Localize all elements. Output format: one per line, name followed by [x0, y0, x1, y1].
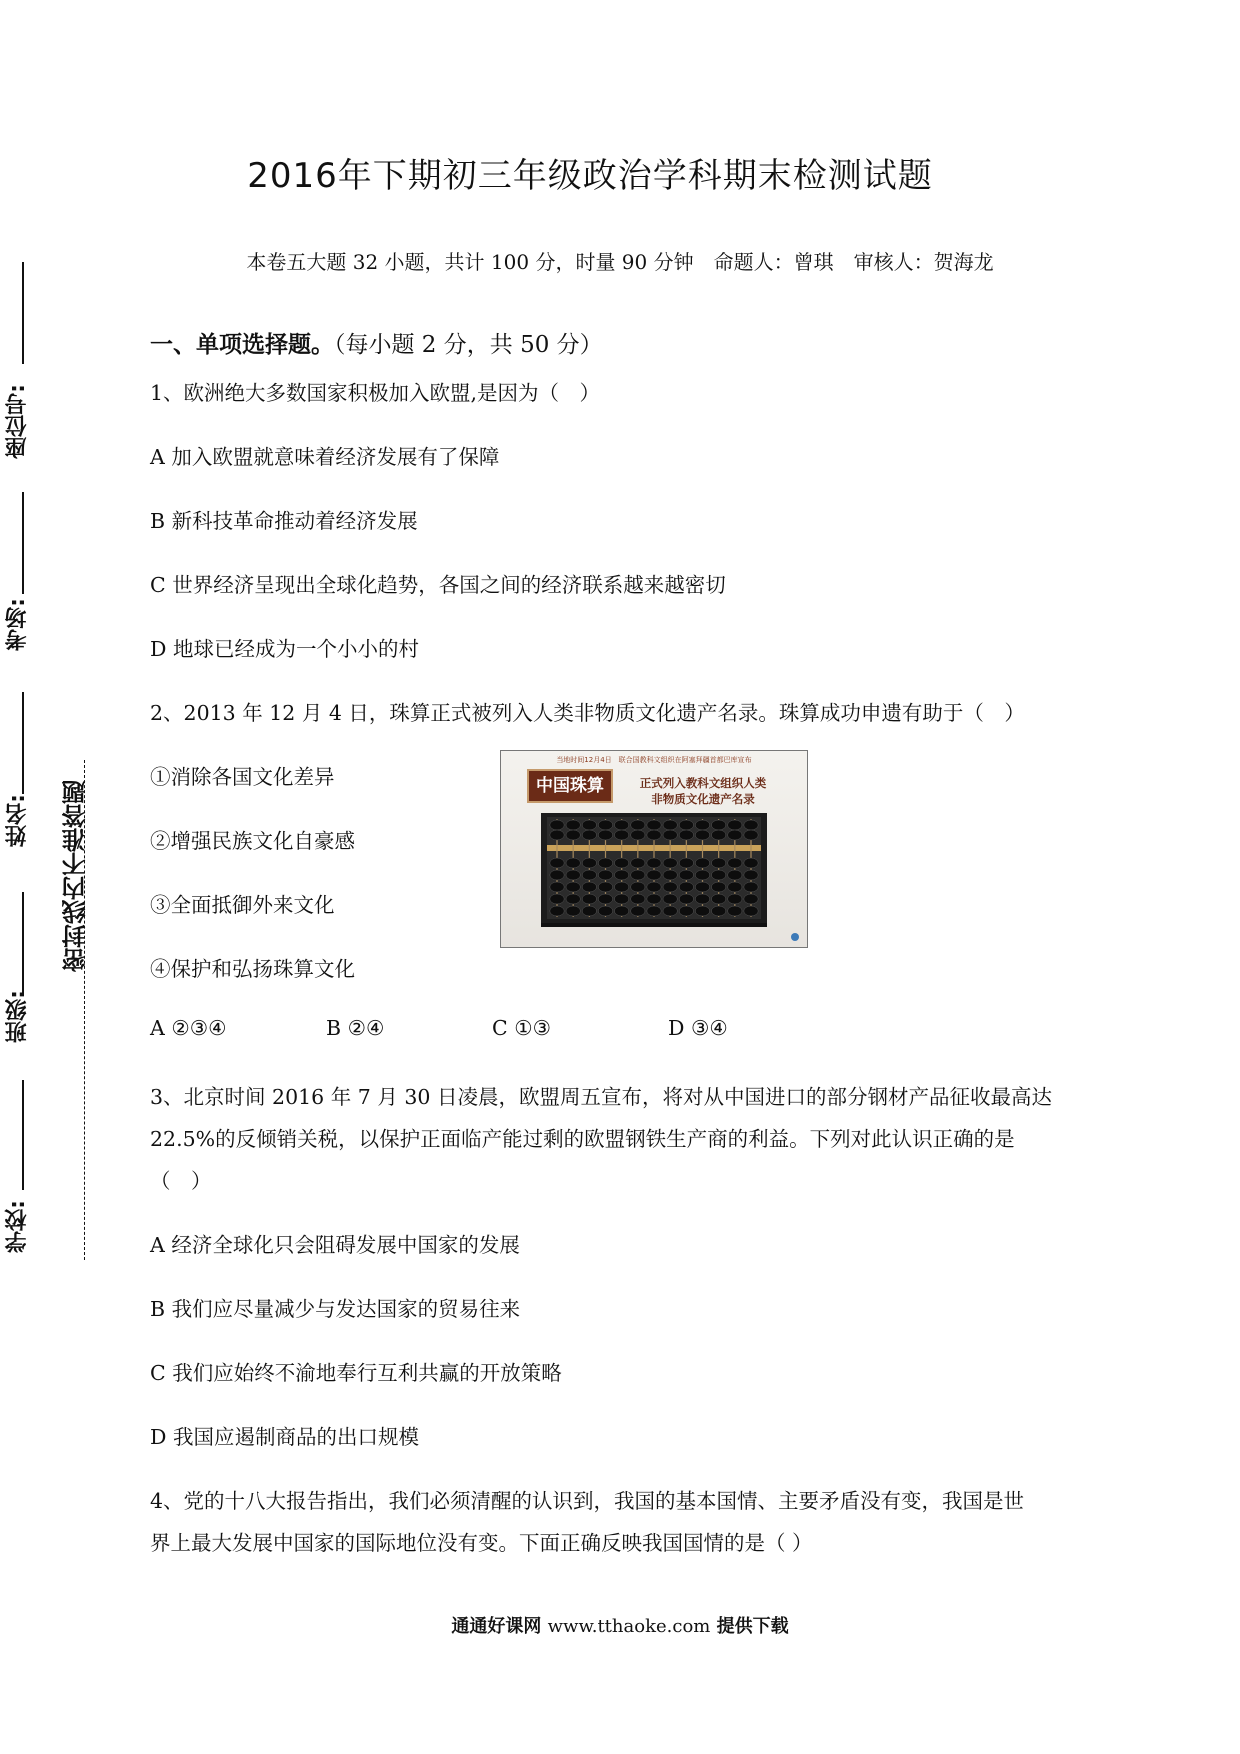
question-2-option-c: C ①③	[492, 1016, 551, 1040]
abacus-bead	[566, 894, 580, 904]
question-1-option-b: B 新科技革命推动着经济发展	[150, 509, 418, 533]
abacus-bead	[728, 830, 742, 840]
question-2-statement-2: ②增强民族文化自豪感	[150, 829, 355, 853]
abacus-bead	[631, 830, 645, 840]
abacus-bead	[631, 894, 645, 904]
abacus-bead	[631, 882, 645, 892]
abacus-bead	[728, 906, 742, 916]
abacus-bead	[582, 830, 596, 840]
footer	[0, 1612, 1240, 1638]
page-title: 2016年下期初三年级政治学科期末检测试题	[247, 156, 933, 196]
abacus-bead	[614, 830, 628, 840]
abacus-bead	[550, 870, 564, 880]
question-2-statement-4: ④保护和弘扬珠算文化	[150, 957, 355, 981]
abacus-bead	[744, 870, 758, 880]
abacus-bead	[614, 906, 628, 916]
abacus-bead	[663, 870, 677, 880]
question-3-stem-line-2: 22.5%的反倾销关税，以保护正面临产能过剩的欧盟钢铁生产商的利益。下列对此认识正确的是	[150, 1127, 1015, 1151]
abacus-bead	[631, 870, 645, 880]
abacus-bead	[566, 820, 580, 830]
abacus-bead	[647, 820, 661, 830]
margin-label-room: 考场:	[5, 598, 30, 651]
abacus-bead	[566, 906, 580, 916]
abacus-bead	[695, 906, 709, 916]
abacus-bead	[614, 882, 628, 892]
abacus-bead	[550, 830, 564, 840]
abacus-bead	[663, 820, 677, 830]
seal-warning: 密封线内不准答题	[62, 780, 90, 972]
question-1-stem: 1、欧洲绝大多数国家积极加入欧盟,是因为（ ）	[150, 381, 601, 405]
margin-line-seat	[22, 262, 24, 364]
abacus-bead	[550, 820, 564, 830]
picture-badge: 中国珠算	[527, 769, 613, 803]
abacus-bead	[679, 882, 693, 892]
abacus-bead	[598, 894, 612, 904]
abacus-bead	[598, 906, 612, 916]
abacus-bead	[647, 870, 661, 880]
abacus-bead	[582, 858, 596, 868]
abacus-bead	[647, 830, 661, 840]
abacus-bead	[614, 820, 628, 830]
question-1-option-c: C 世界经济呈现出全球化趋势，各国之间的经济联系越来越密切	[150, 573, 726, 597]
abacus-bead	[598, 820, 612, 830]
abacus-bead	[711, 894, 725, 904]
abacus-bead	[663, 906, 677, 916]
abacus-bead	[550, 858, 564, 868]
section-title: 一、单项选择题。	[150, 332, 334, 358]
question-2-statement-1: ①消除各国文化差异	[150, 765, 335, 789]
abacus-bead	[744, 820, 758, 830]
abacus-bead	[695, 858, 709, 868]
abacus-bead	[631, 906, 645, 916]
abacus-bead	[582, 906, 596, 916]
abacus-bead	[598, 858, 612, 868]
picture-top-text: 当地时间12月4日 联合国教科文组织在阿塞拜疆首都巴库宣布	[556, 756, 752, 764]
abacus-bead	[728, 820, 742, 830]
abacus-bead	[711, 906, 725, 916]
abacus-bead	[728, 858, 742, 868]
margin-label-class: 班级:	[5, 990, 30, 1043]
margin-line-room	[22, 492, 24, 594]
abacus-bead	[711, 830, 725, 840]
abacus-bead	[744, 882, 758, 892]
abacus-bead	[582, 870, 596, 880]
abacus-bead	[679, 906, 693, 916]
abacus-bead	[663, 858, 677, 868]
abacus-bead	[582, 882, 596, 892]
abacus-bead	[550, 894, 564, 904]
question-3-option-d: D 我国应遏制商品的出口规模	[150, 1425, 419, 1449]
abacus-bead	[582, 820, 596, 830]
abacus-bead	[728, 870, 742, 880]
question-2-options	[150, 1016, 728, 1040]
abacus-bead	[598, 830, 612, 840]
abacus-bead	[679, 820, 693, 830]
abacus-bead	[728, 894, 742, 904]
footer-site-name: 通通好课网	[451, 1616, 542, 1637]
abacus-bead	[566, 882, 580, 892]
abacus-picture	[500, 750, 808, 948]
abacus-bead	[711, 870, 725, 880]
abacus-bead	[582, 894, 596, 904]
abacus-bead	[598, 882, 612, 892]
abacus-illustration	[501, 751, 807, 947]
abacus-bead	[679, 870, 693, 880]
question-3-option-b: B 我们应尽量减少与发达国家的贸易往来	[150, 1297, 521, 1321]
abacus-bead	[744, 894, 758, 904]
abacus-bead	[631, 820, 645, 830]
footer-download-note: 提供下载	[716, 1616, 789, 1637]
abacus-bead	[647, 894, 661, 904]
abacus-bead	[695, 830, 709, 840]
question-3-option-c: C 我们应始终不渝地奉行互利共赢的开放策略	[150, 1361, 562, 1385]
picture-caption-1: 正式列入教科文组织人类	[639, 776, 767, 790]
abacus-bead	[744, 906, 758, 916]
picture-caption-2: 非物质文化遗产名录	[651, 792, 755, 806]
abacus-bead	[744, 830, 758, 840]
abacus-bead	[679, 858, 693, 868]
question-2-statement-3: ③全面抵御外来文化	[150, 893, 335, 917]
section-note: （每小题 2 分，共 50 分）	[334, 332, 603, 358]
abacus-bead	[550, 906, 564, 916]
abacus-bead	[647, 906, 661, 916]
abacus-bead	[711, 820, 725, 830]
margin-label-school: 学校:	[5, 1200, 30, 1253]
abacus-bead	[598, 870, 612, 880]
margin-line-class	[22, 892, 24, 994]
abacus-bead	[614, 858, 628, 868]
abacus-bead	[614, 894, 628, 904]
abacus-bead	[695, 882, 709, 892]
abacus-bead	[695, 870, 709, 880]
abacus-bead	[663, 882, 677, 892]
margin-line-name	[22, 692, 24, 794]
margin-label-name: 姓名:	[5, 794, 30, 847]
abacus-bead	[711, 858, 725, 868]
question-4-stem-line-2: 界上最大发展中国家的国际地位没有变。下面正确反映我国国情的是（ ）	[150, 1531, 813, 1555]
section-heading	[150, 326, 603, 359]
question-2-option-a: A ②③④	[150, 1016, 227, 1040]
abacus-bead	[663, 894, 677, 904]
footer-url[interactable]: www.tthaoke.com	[547, 1616, 711, 1637]
abacus-bead	[647, 858, 661, 868]
abacus-bead	[679, 894, 693, 904]
abacus-bead	[550, 882, 564, 892]
abacus-bead	[711, 882, 725, 892]
margin-label-seat: 座位号:	[5, 384, 30, 459]
abacus-bead	[614, 870, 628, 880]
question-3-stem-line-3: （ ）	[150, 1169, 212, 1193]
question-3-option-a: A 经济全球化只会阻碍发展中国家的发展	[150, 1233, 520, 1257]
question-3-stem-line-1: 3、北京时间 2016 年 7 月 30 日凌晨，欧盟周五宣布，将对从中国进口的部分钢材产品征收最高达	[150, 1085, 1052, 1109]
abacus-bead	[631, 858, 645, 868]
question-4-stem-line-1: 4、党的十八大报告指出，我们必须清醒的认识到，我国的基本国情、主要矛盾没有变，我国是世	[150, 1489, 1025, 1513]
abacus-bead	[647, 882, 661, 892]
question-1-option-d: D 地球已经成为一个小小的村	[150, 637, 419, 661]
abacus-bead	[566, 870, 580, 880]
abacus-bead	[566, 858, 580, 868]
margin-line-school	[22, 1080, 24, 1190]
question-1-option-a: A 加入欧盟就意味着经济发展有了保障	[150, 445, 500, 469]
question-2-stem: 2、2013 年 12 月 4 日，珠算正式被列入人类非物质文化遗产名录。珠算成功申遗有助于（ ）	[150, 701, 1025, 725]
question-2-option-d: D ③④	[668, 1016, 728, 1040]
abacus-bead	[566, 830, 580, 840]
abacus-bead	[679, 830, 693, 840]
question-2-option-b: B ②④	[326, 1016, 385, 1040]
abacus-bead	[695, 820, 709, 830]
exam-info: 本卷五大题 32 小题，共计 100 分，时量 90 分钟 命题人：曾琪 审核人：贺海龙	[246, 250, 994, 274]
abacus-bead	[744, 858, 758, 868]
abacus-bead	[728, 882, 742, 892]
abacus-bead	[663, 830, 677, 840]
abacus-bead	[695, 894, 709, 904]
